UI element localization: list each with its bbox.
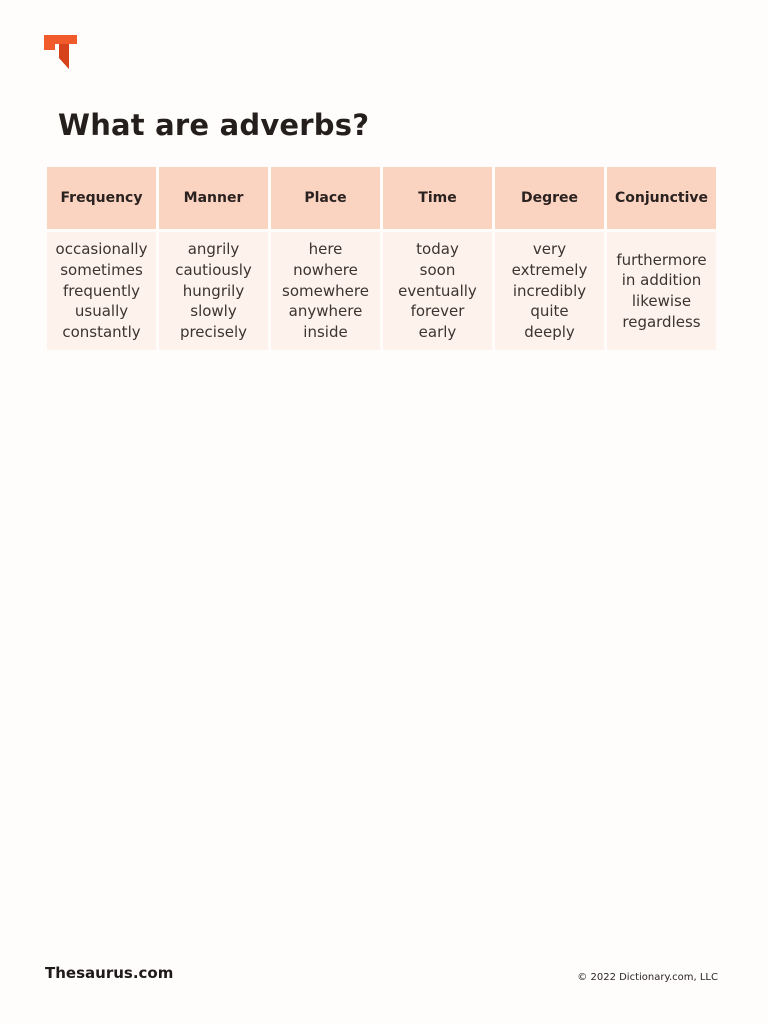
adverb-word: today [416, 240, 459, 259]
degree-cell [495, 232, 604, 350]
manner-cell [159, 232, 268, 350]
thesaurus-t-logo-icon [44, 32, 80, 70]
adverb-word: somewhere [282, 281, 369, 300]
footer-brand-name: Thesaurus.com [45, 964, 174, 982]
adverb-word: angrily [187, 240, 240, 259]
frequency-cell [47, 232, 156, 350]
column-header-conjunctive: Conjunctive [607, 167, 716, 232]
adverb-word: slowly [190, 302, 237, 321]
adverb-word: usually [74, 302, 129, 321]
table-row [47, 232, 716, 350]
adverb-word: eventually [398, 281, 477, 300]
place-cell [271, 232, 380, 350]
adverb-word: here [308, 240, 343, 259]
adverb-word: hungrily [182, 281, 245, 300]
column-header-manner: Manner [159, 167, 268, 232]
adverb-word: extremely [511, 260, 588, 279]
copyright-notice: © 2022 Dictionary.com, LLC [577, 972, 718, 983]
adverb-word: early [418, 323, 457, 342]
adverb-word: quite [530, 302, 569, 321]
adverb-word: likewise [631, 292, 692, 310]
table-header-row [47, 167, 716, 232]
adverb-word: anywhere [288, 302, 363, 321]
adverb-word: cautiously [175, 260, 252, 279]
column-header-place: Place [271, 167, 380, 232]
adverb-word: in addition [621, 271, 702, 290]
adverb-word: occasionally [55, 240, 148, 259]
adverb-word: frequently [62, 281, 141, 300]
adverb-word: regardless [622, 312, 701, 331]
column-header-frequency: Frequency [47, 167, 156, 232]
adverb-word: furthermore [616, 250, 707, 269]
adverb-table [44, 167, 719, 350]
conjunctive-cell [607, 232, 716, 350]
adverb-word: soon [419, 260, 456, 279]
adverb-word: precisely [179, 323, 248, 342]
adverb-word: nowhere [293, 260, 358, 279]
page-title: What are adverbs? [58, 108, 370, 142]
adverb-word: sometimes [60, 260, 143, 279]
time-cell [383, 232, 492, 350]
adverb-word: inside [303, 323, 348, 342]
column-header-time: Time [383, 167, 492, 232]
adverb-word: very [532, 240, 567, 259]
column-header-degree: Degree [495, 167, 604, 232]
adverb-word: forever [410, 302, 465, 321]
adverb-word: constantly [62, 323, 141, 342]
adverb-word: deeply [524, 323, 575, 342]
adverb-word: incredibly [512, 281, 587, 300]
